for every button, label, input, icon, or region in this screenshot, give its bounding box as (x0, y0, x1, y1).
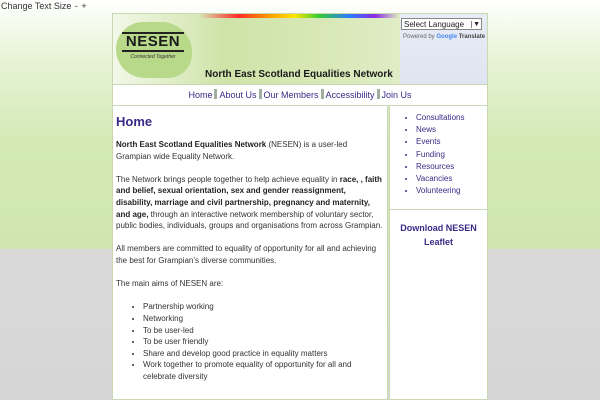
sidebar-item-funding[interactable]: • Funding (416, 149, 487, 161)
main-nav (112, 85, 488, 105)
translate-link[interactable]: Translate (458, 34, 486, 40)
equality-text-end: through an interactive network membership of voluntary sector, public bodies, individuals, groups and organisations from across Grampian. (116, 209, 383, 231)
org-name: North East Scotland Equalities Network (116, 140, 267, 149)
main-content (112, 105, 388, 400)
sidebar-item-resources[interactable]: • Resources (416, 161, 487, 173)
nav-home[interactable]: Home (188, 90, 213, 100)
list-item: • Partnership working (143, 301, 384, 313)
sidebar (389, 105, 488, 400)
nav-join-us[interactable]: Join Us (381, 90, 412, 100)
nav-separator (377, 89, 380, 99)
intro-paragraph (116, 139, 384, 162)
equality-strands: race, , faith and belief, sexual orientation, sex and gender reassignment, disability, marriage and civil partnership, pregnancy and maternity, and age, (116, 174, 382, 219)
list-item: • Work together to promote equality of opportunity for all and celebrate diversity (143, 359, 384, 382)
logo-text: NESEN (122, 32, 184, 52)
nav-separator (259, 89, 262, 99)
powered-by-label: Powered by (403, 34, 435, 40)
logo-tagline: Connected Together (130, 54, 176, 60)
equality-text-start: The Network brings people together to help achieve equality in (116, 174, 340, 184)
sidebar-item-volunteering[interactable]: • Volunteering (416, 185, 487, 197)
sidebar-divider (390, 209, 487, 210)
header-banner (112, 13, 488, 85)
page-title: Home (116, 114, 153, 129)
aims-list (116, 301, 384, 382)
language-select-value: Select Language (404, 19, 465, 29)
nav-our-members[interactable]: Our Members (263, 90, 319, 100)
site-title: North East Scotland Equalities Network (205, 69, 393, 80)
text-size-increase-button[interactable]: + (81, 1, 87, 11)
nav-accessibility[interactable]: Accessibility (325, 90, 375, 100)
list-item: • To be user friendly (143, 336, 384, 348)
download-leaflet-link[interactable]: Download NESEN Leaflet (400, 223, 477, 248)
page-wrapper (112, 13, 488, 400)
language-select[interactable] (401, 18, 482, 30)
google-logo[interactable]: Google (436, 34, 458, 40)
commitment-paragraph: All members are committed to equality of opportunity for all and achieving the best for Grampian’s diverse communities. (116, 244, 377, 265)
dropdown-arrow-icon: ▼ (473, 20, 480, 28)
list-item: • Share and develop good practice in equality matters (143, 348, 384, 360)
nesen-logo[interactable] (122, 32, 184, 68)
equality-paragraph (116, 174, 384, 232)
sidebar-links (390, 106, 487, 197)
rainbow-stripe (199, 14, 399, 18)
list-item: • To be user-led (143, 325, 384, 337)
aims-intro: The main aims of NESEN are: (116, 279, 224, 289)
powered-by-google (403, 34, 485, 40)
intro-text: (NESEN) is a user-led Grampian wide Equality Network. (116, 140, 348, 161)
nav-about-us[interactable]: About Us (219, 90, 257, 100)
sidebar-item-vacancies[interactable]: • Vacancies (416, 173, 487, 185)
text-size-label: Change Text Size (1, 1, 72, 11)
text-size-decrease-button[interactable]: - (74, 1, 78, 11)
nav-separator (214, 89, 217, 99)
sidebar-item-consultations[interactable]: • Consultations (416, 112, 487, 124)
text-size-control (1, 1, 87, 11)
nav-separator (321, 89, 324, 99)
sidebar-item-events[interactable]: • Events (416, 136, 487, 148)
translate-widget (400, 14, 488, 85)
list-item: • Networking (143, 313, 384, 325)
sidebar-item-news[interactable]: • News (416, 124, 487, 136)
